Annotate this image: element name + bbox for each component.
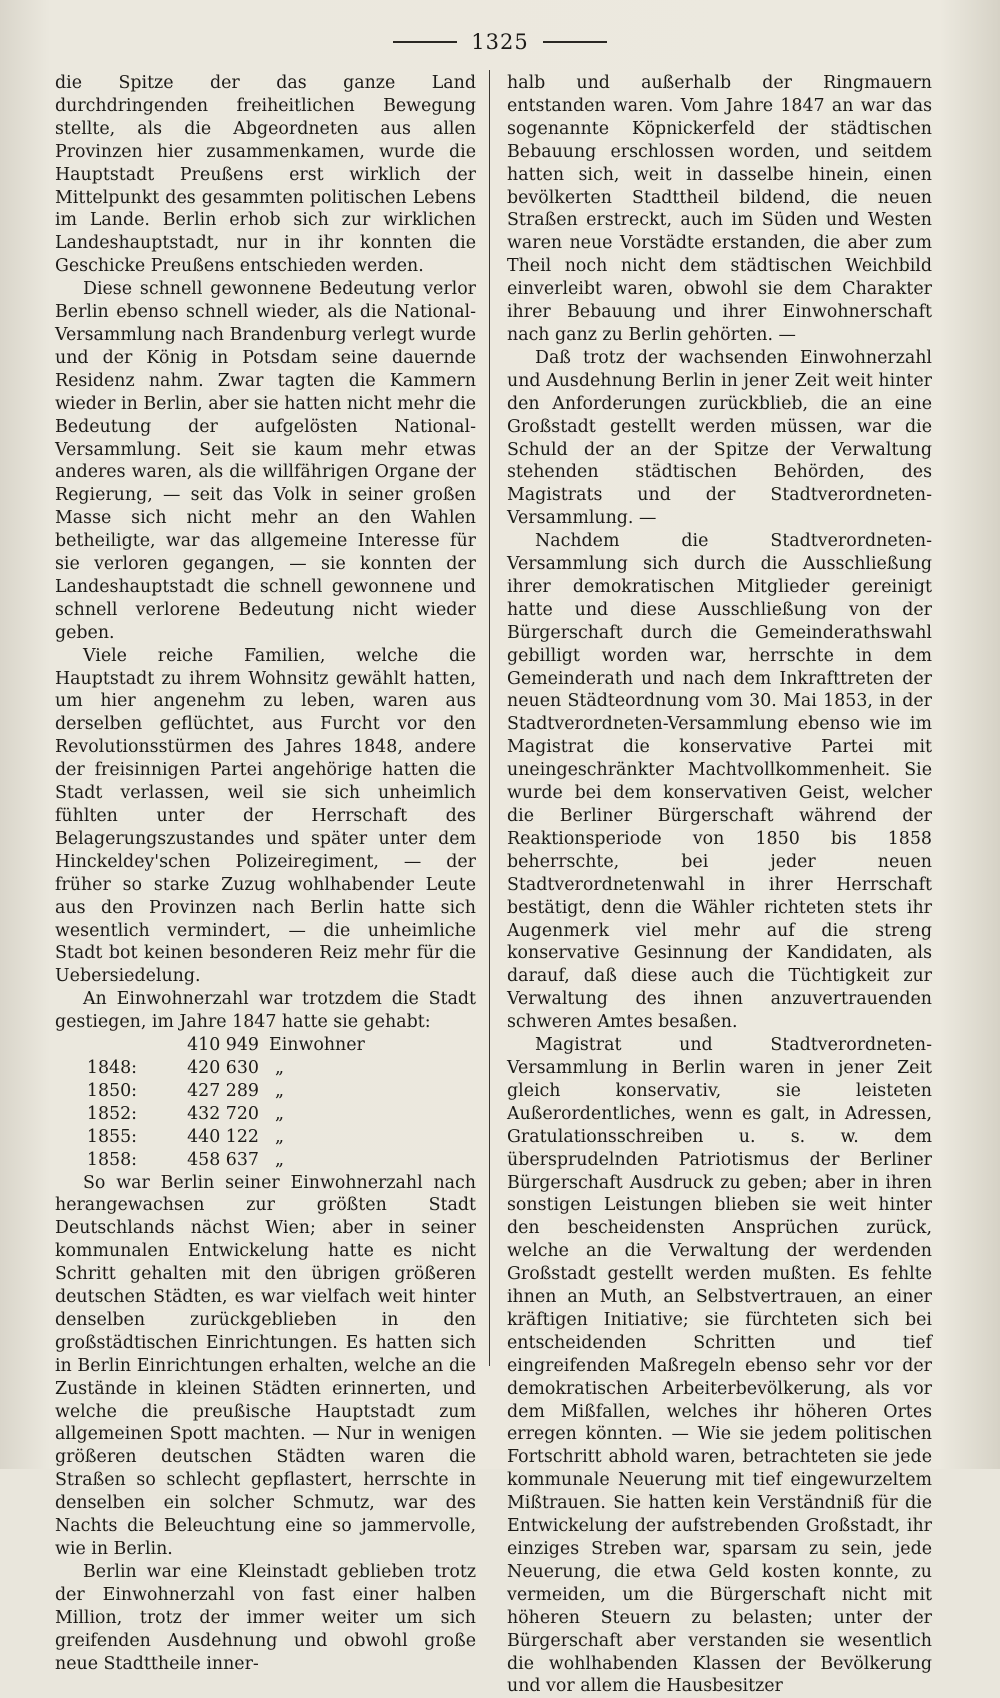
header-rule-left — [393, 41, 457, 43]
population-unit: „ — [275, 1149, 285, 1170]
population-value: 410 949 — [187, 1035, 259, 1056]
left-column — [55, 72, 476, 1675]
paragraph: Berlin war eine Kleinstadt geblieben trotz der Einwohnerzahl von fast einer halben Million, trotz der immer weiter um sich greifenden Ausdehnung und obwohl große neue Stadttheile inner- — [55, 1561, 476, 1674]
population-unit: „ — [275, 1126, 285, 1147]
population-row — [55, 1103, 476, 1126]
population-value: 458 637 — [187, 1149, 259, 1170]
population-year: 1858: — [86, 1149, 137, 1170]
paragraph: Magistrat und Stadtverordneten-Versammlung in Berlin waren in jener Zeit gleich konservativ, sie leisteten Außerordentliches, wenn es galt, in Adressen, Gratulationsschreiben u. s. w. dem übersprudelnden Patriotismus der Berliner Bürgerschaft Ausdruck zu geben; aber in ihren sonstigen Leistungen blieben sie weit hinter den bescheidensten Ansprüchen zurück, welche an die Verwaltung der werdenden Großstadt gestellt werden mußten. Es fehlte ihnen an Muth, an Selbstvertrauen, an einer kräftigen Initiative; sie fürchteten sich bei entscheidenden Schritten und tief eingreifenden Maßregeln ebenso sehr vor der demokratischen Arbeiterbevölkerung, als vor dem Mißfallen, welches ihr höheren Ortes erregen könnten. — Wie sie jedem politischen Fortschritt abhold waren, betrachteten sie jede kommunale Neuerung mit tief eingewurzeltem Mißtrauen. Sie hatten kein Verständniß für die Entwickelung der aufstrebenden Großstadt, ihr einziges Streben war, sparsam zu sein, jede Neuerung, die etwa Geld kosten konnte, zu vermeiden, um die Bürgerschaft nicht mit höheren Steuern zu belasten; unter der Bürgerschaft aber verstanden sie wesentlich die wohlhabenden Klassen der Bevölkerung und vor allem die Hausbesitzer — [507, 1035, 932, 1697]
population-row — [55, 1126, 476, 1149]
population-intro: An Einwohnerzahl war trotzdem die Stadt gestiegen, im Jahre 1847 hatte sie gehabt: — [55, 989, 476, 1033]
population-row — [55, 1057, 476, 1080]
paragraph: So war Berlin seiner Einwohnerzahl nach herangewachsen zur größten Stadt Deutschlands nächst Wien; aber in seiner kommunalen Entwickelung hatte es nicht Schritt gehalten mit den übrigen größeren deutschen Städten, es war vielfach weit hinter denselben zurückgeblieben in den großstädtischen Einrichtungen. Es hatten sich in Berlin Einrichtungen erhalten, welche an die Zustände in kleinen Städten erinnerten, und welche die preußische Hauptstadt zum allgemeinen Spott machten. — Nur in wenigen größeren deutschen Städten waren die Straßen so schlecht gepflastert, herrschte in denselben ein solcher Schmutz, war des Nachts die Beleuchtung eine so jammervolle, wie in Berlin. — [55, 1172, 476, 1559]
right-column — [507, 72, 932, 1698]
paragraph: Diese schnell gewonnene Bedeutung verlor Berlin ebenso schnell wieder, als die National-Versammlung nach Brandenburg verlegt wurde und der König in Potsdam seine dauernde Residenz nahm. Zwar tagten die Kammern wieder in Berlin, aber sie hatten nicht mehr die Bedeutung der aufgelösten National-Versammlung. Seit sie kaum mehr etwas anderes waren, als die willfährigen Organe der Regierung, — seit das Volk in seiner großen Masse sich nicht mehr an den Wahlen betheiligte, war das allgemeine Interesse für sie verloren gegangen, — sie konnten der Landeshauptstadt die schnell gewonnene und schnell verlorene Bedeutung nicht wieder geben. — [55, 279, 476, 643]
population-year: 1848: — [86, 1057, 137, 1078]
population-unit: „ — [275, 1080, 285, 1101]
population-unit: „ — [275, 1057, 285, 1078]
page-header — [0, 30, 1000, 54]
population-year: 1850: — [86, 1080, 137, 1101]
population-year — [55, 1034, 143, 1057]
population-unit: Einwohner — [269, 1035, 365, 1056]
population-unit: „ — [275, 1103, 285, 1124]
population-row — [55, 1080, 476, 1103]
paragraph: Daß trotz der wachsenden Einwohnerzahl und Ausdehnung Berlin in jener Zeit weit hinter den Anforderungen zurückblieb, die an eine Großstadt gestellt werden müssen, war die Schuld der an der Spitze der Verwaltung stehenden städtischen Behörden, des Magistrats und der Stadtverordneten-Versammlung. — — [507, 347, 932, 529]
population-value: 420 630 — [187, 1057, 259, 1078]
population-value: 432 720 — [187, 1103, 259, 1124]
column-divider — [489, 70, 490, 1366]
population-year: 1852: — [86, 1103, 137, 1124]
population-row — [55, 1149, 476, 1172]
population-year: 1855: — [86, 1126, 137, 1147]
paragraph: Nachdem die Stadtverordneten-Versammlung sich durch die Ausschließung ihrer demokratischen Mitglieder gereinigt hatte und diese Ausschließung von der Bürgerschaft durch die Gemeinderathswahl gebilligt worden war, herrschte in dem Gemeinderath und nach dem Inkrafttreten der neuen Städteordnung vom 30. Mai 1853, in der Stadtverordneten-Versammlung ebenso wie im Magistrat die konservative Partei mit uneingeschränkter Machtvollkommenheit. Sie wurde bei dem konservativen Geist, welcher die Berliner Bürgerschaft während der Reaktionsperiode von 1850 bis 1858 beherrschte, bei jeder neuen Stadtverordnetenwahl in ihrer Herrschaft bestätigt, denn die Wähler richteten stets ihr Augenmerk viel mehr auf die streng konservative Gesinnung der Kandidaten, als darauf, daß diese auch die Tüchtigkeit zur Verwaltung des ihnen anzuvertrauenden schweren Amtes besaßen. — [507, 531, 932, 1033]
header-rule-right — [543, 41, 607, 43]
paragraph: halb und außerhalb der Ringmauern entstanden waren. Vom Jahre 1847 an war das sogenannte Köpnickerfeld der städtischen Bebauung erschlossen worden, und seitdem hatten sich, weit in dasselbe hinein, einen bevölkerten Stadttheil bildend, die neuen Straßen erstreckt, auch im Süden und Westen waren neue Vorstädte erstanden, die aber zum Theil noch nicht dem städtischen Weichbild einverleibt waren, obwohl sie dem Charakter ihrer Bebauung und ihrer Einwohnerschaft nach ganz zu Berlin gehörten. — — [507, 73, 932, 345]
population-row — [55, 1034, 476, 1057]
paragraph: die Spitze der das ganze Land durchdringenden freiheitlichen Bewegung stellte, als die Abgeordneten aus allen Provinzen hier zusammenkamen, wurde die Hauptstadt Preußens erst wirklich der Mittelpunkt des gesammten politischen Lebens im Lande. Berlin erhob sich zur wirklichen Landeshauptstadt, nur in ihr konnten die Geschicke Preußens entschieden werden. — [55, 73, 476, 277]
population-value: 440 122 — [187, 1126, 259, 1147]
population-value: 427 289 — [187, 1080, 259, 1101]
paragraph: Viele reiche Familien, welche die Hauptstadt zu ihrem Wohnsitz gewählt hatten, um hier angenehm zu leben, waren aus derselben geflüchtet, aus Furcht vor den Revolutionsstürmen des Jahres 1848, andere der freisinnigen Partei angehörige hatten die Stadt verlassen, weil sie sich unheimlich fühlten unter der Herrschaft des Belagerungszustandes und später unter dem Hinckeldey'schen Polizeiregiment, — der früher so starke Zuzug wohlhabender Leute aus den Provinzen nach Berlin hatte sich wesentlich vermindert, — die unheimliche Stadt bot keinen besonderen Reiz mehr für die Uebersiedelung. — [55, 645, 476, 987]
page-number: 1325 — [471, 30, 529, 54]
population-table — [55, 1034, 476, 1171]
